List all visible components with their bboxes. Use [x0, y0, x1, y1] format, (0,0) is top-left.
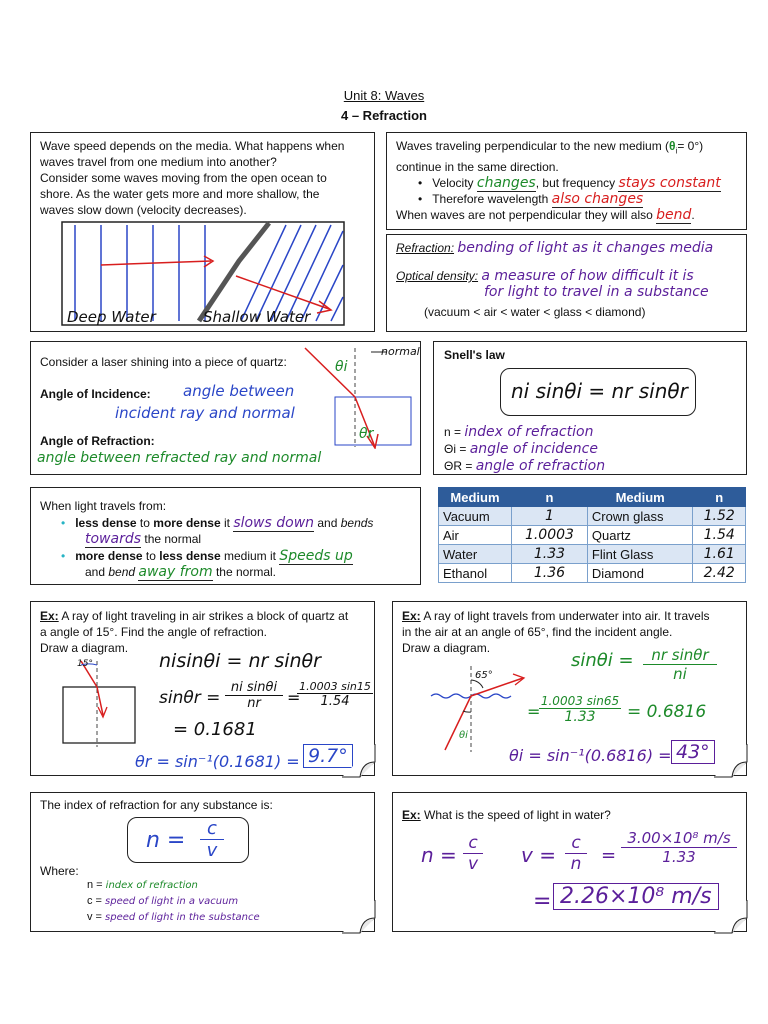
towards-answer: towards [85, 531, 142, 547]
more-to-less-bullet: • more dense to less dense medium it Speeds up [61, 548, 353, 564]
away-from-answer: away from [138, 564, 213, 580]
velocity-label: Velocity [432, 176, 474, 191]
table-header: n [511, 488, 587, 507]
v-equals: v = [521, 843, 556, 867]
text-span: less dense [75, 516, 137, 530]
incidence-answer-1: angle between [183, 382, 295, 400]
fraction-den: 1.33 [564, 709, 596, 725]
refraction-angle-answer: angle between refracted ray and normal [37, 450, 322, 466]
table-row [439, 564, 746, 583]
fraction-den: 1.54 [320, 694, 350, 709]
example-quartz-box [30, 601, 375, 776]
text-span: A ray of light traveling in air strikes a block of quartz at [58, 609, 349, 623]
fraction-den: v [467, 854, 479, 874]
sin-result: = 0.1681 [173, 719, 257, 740]
where-label: Where: [40, 864, 79, 878]
table-cell: 1.0003 [511, 526, 587, 545]
refractive-index-table [438, 487, 746, 583]
table-cell: 1.61 [693, 545, 746, 564]
c-label: c = [87, 895, 102, 907]
text-span: and [85, 565, 109, 579]
text-span: the normal. [212, 565, 277, 579]
fraction-num: nr sinθr [643, 646, 717, 665]
table-row [439, 526, 746, 545]
text-line: Draw a diagram. [40, 641, 129, 655]
lesson-title: 4 – Refraction [341, 108, 427, 123]
index-title: The index of refraction for any substance is: [40, 798, 273, 812]
example-speed-box [392, 792, 747, 932]
table-cell: Flint Glass [587, 545, 692, 564]
n-label: n = [444, 425, 462, 439]
theta-r-def-answer: angle of refraction [475, 458, 606, 474]
text-span: When waves are not perpendicular they will also [396, 208, 653, 223]
text-line: waves travel from one medium into another? [40, 155, 277, 169]
text-span: and [314, 516, 341, 530]
wave-speed-text [40, 138, 370, 218]
table-header: Medium [439, 488, 512, 507]
text-span: What is the speed of light in water? [420, 808, 611, 822]
answer-box: 43° [671, 740, 715, 764]
text-line: Draw a diagram. [402, 641, 491, 655]
snell-ti-def [444, 441, 598, 457]
fraction-den: n [570, 854, 582, 874]
index-formula-box [30, 792, 375, 932]
text-line: a angle of 15°. Find the angle of refraction. [40, 625, 267, 639]
table-header: Medium [587, 488, 692, 507]
equals-sign: = [287, 688, 301, 707]
index-n-def [87, 879, 198, 891]
fraction-numbers [297, 680, 373, 709]
table-row [439, 545, 746, 564]
page-curl-icon [714, 900, 748, 934]
snells-law-formula-box [500, 368, 696, 416]
optical-density-answer-2: for light to travel in a substance [484, 284, 709, 300]
normal-label: normal [381, 345, 420, 358]
fraction-den: ni [673, 665, 687, 683]
table-cell: 1.33 [511, 545, 587, 564]
text-span: A ray of light travels from underwater into air. It travels [420, 609, 710, 623]
example-quartz-question [40, 608, 375, 656]
angle-15-label: 15° [77, 659, 93, 669]
equals-sign: = [533, 889, 552, 914]
table-cell: 1 [511, 507, 587, 526]
table-cell: 1.36 [511, 564, 587, 583]
density-intro: When light travels from: [40, 499, 167, 513]
fraction-num: c [463, 833, 483, 854]
text-span: the normal [141, 532, 202, 546]
refraction-label: Refraction: [396, 241, 455, 255]
sin-theta-r-equals: sinθr = [159, 688, 221, 708]
wavelength-answer: also changes [551, 191, 644, 208]
text-span: to [142, 549, 160, 563]
table-cell: Ethanol [439, 564, 512, 583]
fraction-numbers [621, 829, 737, 866]
refraction-def [396, 240, 746, 256]
bend-answer: bend [656, 207, 692, 224]
ex-label: Ex: [40, 609, 59, 623]
theta-i-label: θi [335, 359, 348, 375]
snell-tr-def [444, 458, 605, 474]
text-line: continue in the same direction. [396, 160, 559, 175]
table-row [439, 507, 746, 526]
inverse-sin-equation: θr = sin⁻¹(0.1681) = [135, 752, 300, 771]
less-to-more-bullet: • less dense to more dense it slows down and bends [61, 515, 374, 531]
text-line: waves slow down (velocity decreases). [40, 203, 247, 217]
angle-65-label: 65° [475, 670, 493, 681]
table-cell: Vacuum [439, 507, 512, 526]
n-equals: n = [421, 843, 457, 867]
table-cell: Crown glass [587, 507, 692, 526]
fraction-num: c [565, 833, 587, 854]
n-answer: index of refraction [105, 880, 198, 891]
quartz-block-diagram [59, 657, 149, 749]
theta-i-def-answer: angle of incidence [469, 441, 598, 457]
text-span: medium it [220, 549, 280, 563]
text-span: more dense [75, 549, 143, 563]
fraction-c-n [565, 833, 587, 874]
perpendicular-box [386, 132, 747, 230]
answer-box: 9.7° [303, 744, 353, 768]
fraction-num: 1.0003 sin65 [540, 694, 620, 708]
index-v-def [87, 911, 260, 923]
velocity-bullet: • Velocity changes, but frequency stays constant [418, 175, 721, 192]
example-speed-question [402, 807, 611, 823]
table-cell: Air [439, 526, 512, 545]
theta-symbol: θ [669, 139, 676, 153]
page-curl-icon [714, 744, 748, 778]
text-line: Consider some waves moving from the open ocean to [40, 171, 327, 185]
snells-law-box [433, 341, 747, 475]
frequency-label: , but frequency [535, 176, 616, 191]
ex-label: Ex: [402, 808, 421, 822]
fraction-num: 1.0003 sin15 [297, 680, 373, 694]
angles-box [30, 341, 421, 475]
snells-law-formula: ni sinθi = nr sinθr [511, 379, 688, 403]
table-cell: 1.52 [693, 507, 746, 526]
formula-c: c [200, 818, 224, 840]
wave-speed-box [30, 132, 375, 332]
table-cell: Diamond [587, 564, 692, 583]
v-label: v = [87, 911, 102, 923]
ex-label: Ex: [402, 609, 421, 623]
c-answer: speed of light in a vacuum [105, 896, 239, 907]
fraction-ni-sin [225, 680, 283, 711]
table-cell: Water [439, 545, 512, 564]
fraction-den: 1.33 [662, 848, 696, 866]
text-span: bend [108, 565, 136, 579]
index-formula [127, 817, 249, 863]
optical-density-def [396, 268, 746, 284]
unit-title: Unit 8: Waves [343, 88, 425, 103]
text-span: less dense [159, 549, 221, 563]
text-line: in the air at an angle of 65°, find the incident angle. [402, 625, 673, 639]
fraction-c-v [463, 833, 483, 874]
snell-equation: nisinθi = nr sinθr [159, 650, 321, 672]
text-span: Waves traveling perpendicular to the new medium ( [396, 139, 670, 153]
equals-sign: = [527, 702, 541, 721]
fraction-nr-sin [643, 646, 717, 683]
snell-n-def [444, 424, 593, 440]
table-cell: 1.54 [693, 526, 746, 545]
theta-i-def-label: Θi = [444, 442, 467, 456]
bend-line [396, 207, 746, 223]
fraction-num: 3.00×10⁸ m/s [621, 829, 737, 848]
table-cell: 2.42 [693, 564, 746, 583]
fraction-den: nr [247, 696, 261, 711]
text-span: bends [340, 516, 374, 530]
sin-theta-i-equals: sinθi = [571, 650, 634, 671]
theta-r-def-label: ΘR = [444, 459, 473, 473]
velocity-answer: changes [476, 175, 536, 192]
optical-density-answer-1: a measure of how difficult it is [481, 268, 694, 284]
wavelength-label: Therefore wavelength [432, 192, 549, 207]
theta-r-label: θr [359, 426, 374, 442]
density-order: (vacuum < air < water < glass < diamond) [424, 305, 646, 319]
text-span: . [691, 208, 695, 223]
index-c-def [87, 895, 238, 907]
table-header: n [693, 488, 746, 507]
incidence-answer-2: incident ray and normal [115, 404, 295, 422]
speeds-up-answer: Speeds up [279, 548, 353, 564]
wavelength-bullet: • Therefore wavelength also changes [418, 191, 644, 208]
optical-density-label: Optical density: [396, 269, 479, 283]
towards-line [85, 531, 201, 547]
equals-sign: = [601, 845, 617, 866]
density-change-box [30, 487, 421, 585]
snells-law-title: Snell's law [444, 348, 505, 362]
laser-intro: Consider a laser shining into a piece of quartz: [40, 355, 287, 369]
text-span: = 0°) [677, 139, 704, 153]
n-answer: index of refraction [464, 424, 594, 440]
fraction-numbers [539, 694, 621, 725]
deep-water-label: Deep Water [67, 308, 156, 326]
slows-down-answer: slows down [233, 515, 315, 531]
text-span: more dense [153, 516, 221, 530]
v-answer: speed of light in the substance [105, 912, 260, 923]
shallow-water-label: Shallow Water [203, 308, 311, 326]
formula-v: v [206, 840, 218, 861]
sin-result: = 0.6816 [627, 702, 707, 722]
example-water-box [392, 601, 747, 776]
fraction-num: ni sinθi [225, 680, 283, 696]
refraction-answer: bending of light as it changes media [457, 240, 714, 256]
table-header-row [439, 488, 746, 507]
page-curl-icon [342, 744, 376, 778]
n-label: n = [87, 879, 103, 891]
away-line [85, 564, 276, 580]
refraction-angle-label: Angle of Refraction: [40, 434, 155, 448]
inverse-sin-equation: θi = sin⁻¹(0.6816) = [509, 746, 672, 765]
text-span: to [136, 516, 154, 530]
theta-i-label: θi [459, 730, 468, 741]
page-curl-icon [342, 900, 376, 934]
definitions-box [386, 234, 747, 332]
formula-n: n = [146, 828, 186, 853]
perpendicular-line1: Waves traveling perpendicular to the new medium $(\theta_i= 0^\circ)$ [396, 139, 704, 156]
answer-box: 2.26×10⁸ m/s [553, 883, 719, 910]
incidence-label: Angle of Incidence: [40, 387, 151, 401]
text-line: shore. As the water gets more and more shallow, the [40, 187, 320, 201]
text-span: it [220, 516, 234, 530]
frequency-answer: stays constant [618, 175, 721, 192]
text-line: Wave speed depends on the media. What happens when [40, 139, 345, 153]
table-cell: Quartz [587, 526, 692, 545]
